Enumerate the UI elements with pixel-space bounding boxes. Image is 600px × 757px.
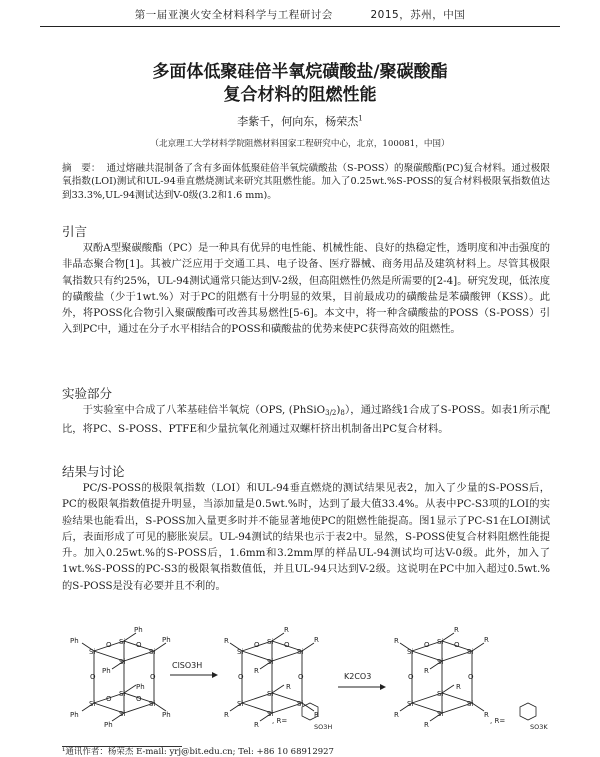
si-label: Si <box>407 648 414 656</box>
ph-label: Ph <box>136 683 145 691</box>
exp-sub1: 3/2 <box>325 409 337 417</box>
r-def-text: , R= <box>272 717 288 725</box>
ph-label: Ph <box>70 637 79 645</box>
si-label: Si <box>437 658 444 666</box>
r-label: R <box>284 626 289 634</box>
si-label: Si <box>467 700 474 708</box>
conference-name: 第一届亚澳火安全材料科学与工程研讨会 <box>134 9 333 21</box>
r-label: R <box>394 711 399 719</box>
ph-label: Ph <box>162 711 171 719</box>
abstract-text: 通过熔融共混制备了含有多面体低聚硅倍半氧烷磺酸盐（S-POSS）的聚碳酸酯(PC)复合材料。通过极限氧指数(LOI)测试和UL-94垂直燃烧测试来研究其阻燃性能。加入了0.25wt.%S-POSS的复合材料极限氧指数值达到33.3%,UL-94测试达到V-0级(3.2和1.6 mm)。 <box>62 163 551 201</box>
r-label: R <box>314 711 319 719</box>
r-label: R <box>484 636 489 644</box>
si-label: Si <box>237 700 244 708</box>
si-label: Si <box>267 710 274 718</box>
running-header <box>40 4 560 26</box>
o-label: O <box>106 641 112 649</box>
r-label: R <box>254 721 259 729</box>
paper-title-line2: 复合材料的阻燃性能 <box>223 85 377 105</box>
reagent-chlorosulfonic: ClSO3H <box>172 661 203 670</box>
o-label: O <box>298 673 304 681</box>
si-label: Si <box>267 658 274 666</box>
si-label: Si <box>119 658 126 666</box>
o-label: O <box>150 673 156 681</box>
sulfonate-salt-label: SO3K <box>530 723 548 731</box>
year-place: 2015，苏州，中国 <box>370 9 466 21</box>
r-label: R <box>394 637 399 645</box>
si-label: Si <box>267 690 274 698</box>
r-label: R <box>286 683 291 691</box>
r-label: R <box>454 626 459 634</box>
r-label: R <box>424 721 429 729</box>
si-label: Si <box>267 638 274 646</box>
r-definition-salt <box>490 703 548 731</box>
header-rule <box>40 26 560 27</box>
o-label: O <box>238 673 244 681</box>
s-poss-cage <box>394 626 548 731</box>
ops-labels <box>70 626 171 729</box>
o-label: O <box>424 641 430 649</box>
results-paragraph: PC/S-POSS的极限氧指数（LOI）和UL-94垂直燃烧的测试结果见表2，加入了少量的S-POSS后，PC的极限氧指数值提升明显，当添加量是0.5wt.%时，达到了最大值33.4%。从表中PC-S3项的LOI的实验结果也能看出，S-POSS加入量更多时并不能显著地使PC的阻燃性能提高。图1显示了PC-S1在LOI测试后，表面形成了可见的膨胀炭层。UL-94测试的结果也示于表2中。显然，S-POSS使复合材料阻燃性能提升。加入0.25wt.%的S-POSS后，1.6mm和3.2mm厚的样品UL-94测试均可达V-0级。此外，加入了1wt.%S-POSS的PC-S3的极限氧指数值低，并且UL-94只达到V-2级。这说明在PC中加入超过0.5wt.%的S-POSS是没有必要并且不利的。 <box>62 482 550 592</box>
synthesis-scheme <box>62 623 557 738</box>
ph-label: Ph <box>162 636 171 644</box>
si-label: Si <box>467 648 474 656</box>
si-label: Si <box>149 648 156 656</box>
si-label: Si <box>407 700 414 708</box>
r-label: R <box>224 637 229 645</box>
sulfonic-acid-label: SO3H <box>314 723 333 731</box>
reaction-arrow-2 <box>338 672 386 690</box>
author-list <box>40 113 560 129</box>
si-label: Si <box>437 710 444 718</box>
si-label: Si <box>89 700 96 708</box>
o-label: O <box>284 641 290 649</box>
reaction-arrow-1 <box>170 661 218 678</box>
ph-label: Ph <box>104 721 113 729</box>
results-heading: 结果与讨论 <box>62 464 125 479</box>
r-def-text: , R= <box>490 717 506 725</box>
si-label: Si <box>297 700 304 708</box>
o-label: O <box>136 641 142 649</box>
si-label: Si <box>437 638 444 646</box>
footnote: ¹通讯作者：杨荣杰 E-mail: yrj@bit.edu.cn; Tel: +86 10 68912927 <box>62 747 334 757</box>
r-label: R <box>456 683 461 691</box>
si-label: Si <box>437 690 444 698</box>
r-label: R <box>254 667 259 675</box>
affiliation: （北京理工大学材料学院阻燃材料国家工程研究中心，北京，100081，中国） <box>150 139 450 149</box>
exp-text-pre: 于实验室中合成了八苯基硅倍半氧烷（OPS, (PhSiO <box>82 404 326 416</box>
exp-text-mid: ) <box>336 404 341 416</box>
si-label: Si <box>119 638 126 646</box>
ph-label: Ph <box>102 667 111 675</box>
ph-label: Ph <box>70 711 79 719</box>
si-label: Si <box>89 648 96 656</box>
o-label: O <box>454 641 460 649</box>
r-label: R <box>424 667 429 675</box>
experimental-paragraph <box>62 402 550 438</box>
si-label: Si <box>237 648 244 656</box>
reagent-carbonate: K2CO3 <box>344 672 372 681</box>
si-label: Si <box>119 690 126 698</box>
experimental-heading: 实验部分 <box>62 386 113 401</box>
r-label: R <box>314 636 319 644</box>
r-definition-acid <box>272 703 332 731</box>
abstract-label: 摘 要： <box>62 163 101 174</box>
o-label: O <box>468 673 474 681</box>
author-superscript: 1 <box>358 114 363 123</box>
o-label: O <box>408 673 414 681</box>
intro-heading: 引言 <box>62 224 88 239</box>
sulfonated-cage <box>224 626 332 731</box>
exp-sub2: 8 <box>340 409 345 417</box>
abstract <box>62 162 550 202</box>
r-label: R <box>224 711 229 719</box>
o-label: O <box>106 695 112 703</box>
si-label: Si <box>149 700 156 708</box>
paper-title-line1: 多面体低聚硅倍半氧烷磺酸盐/聚碳酸酯 <box>152 62 448 82</box>
o-label: O <box>136 695 142 703</box>
r-label: R <box>484 711 489 719</box>
intro-paragraph: 双酚A型聚碳酸酯（PC）是一种具有优异的电性能、机械性能、良好的热稳定性，透明度和冲击强度的非晶态聚合物[1]。其被广泛应用于交通工具、电子设备、医疗器械、商务用品及建筑材料上。尽管其极限氧指数只有约25%，UL-94测试通常只能达到V-2级，但高阻燃性仍然是所需要的[2-4]。研究发现，低浓度的磺酸盐（少于1wt.%）对于PC的阻燃有十分明显的效果，目前最成功的磺酸盐是苯磺酸钾（KSS）。此外，将POSS化合物引入聚碳酸酯可改善其易燃性[5-6]。本文中，将一种含磺酸盐的POSS（S-POSS）引入到PC中，通过在分子水平相结合的POSS和磺酸盐的优势来使PC获得高效的阻燃性。 <box>62 242 550 336</box>
si-label: Si <box>119 710 126 718</box>
exp-text-post: ），通过路线1合成了S-POSS。如表1所示配比，将PC、S-POSS、PTFE和少量抗氧化剂通过双螺杆挤出机制备出PC复合材料。 <box>62 404 550 436</box>
ph-label: Ph <box>134 626 143 634</box>
o-label: O <box>254 641 260 649</box>
o-label: O <box>90 673 96 681</box>
author-names: 李紫千，何向东，杨荣杰 <box>237 115 359 128</box>
si-label: Si <box>297 648 304 656</box>
